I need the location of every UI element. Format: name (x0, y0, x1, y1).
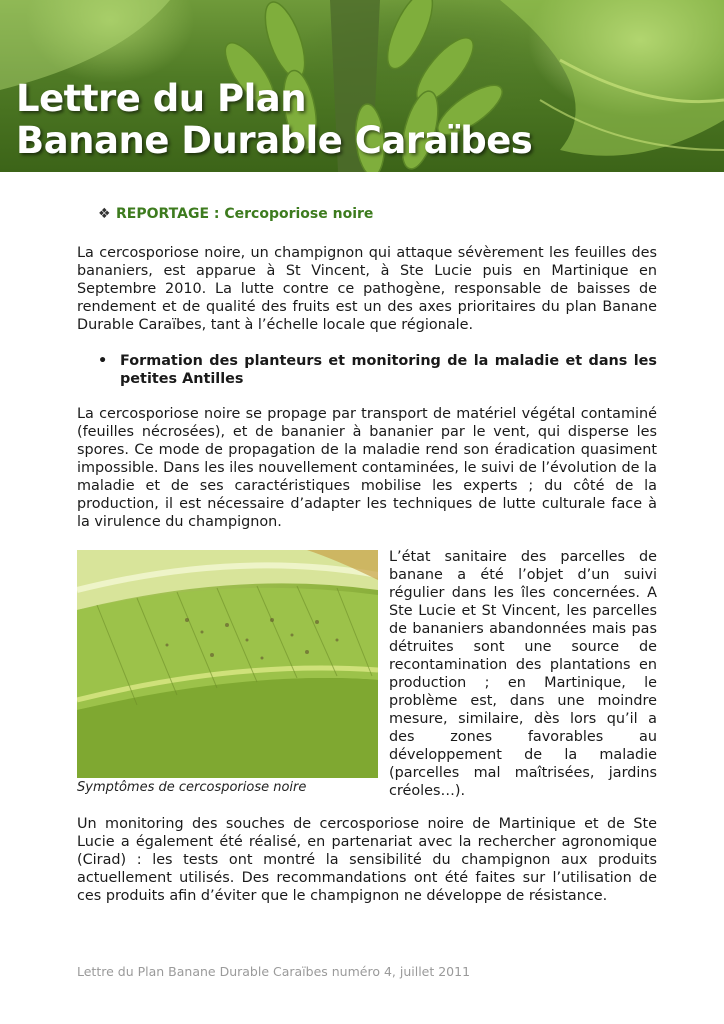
subheading (98, 352, 657, 388)
newsletter-title-line-2: Banane Durable Caraïbes (16, 119, 533, 162)
leaf-disease-photo (77, 550, 378, 778)
photo-caption: Symptômes de cercosporiose noire (77, 780, 307, 795)
section-heading (98, 206, 373, 222)
newsletter-title (16, 78, 532, 162)
page-footer: Lettre du Plan Banane Durable Caraïbes numéro 4, juillet 2011 (77, 964, 471, 979)
side-paragraph: L’état sanitaire des parcelles de banane a été l’objet d’un suivi régulier dans les îles concernées. A Ste Lucie et St Vincent, les parcelles de bananiers abandonnées mais pas détruites sont une source de recontamination des plantations en production ; en Martinique, le problème est, dans une moindre mesure, similaire, dès lors qu’il a des zones favorables au développement de la maladie (parcelles mal maîtrisées, jardins créoles…). (389, 549, 657, 799)
round-bullet-icon: • (98, 353, 108, 369)
propagation-paragraph: La cercosporiose noire se propage par transport de matériel végétal contaminé (feuilles nécrosées), et de bananier à bananier par le vent, qui disperse les spores. Ce mode de propagation de la maladie rend son éradication quasiment impossible. Dans les iles nouvellement contaminées, le suivi de l’évolution de la maladie et de ses caractéristiques mobilise les experts ; du côté de la production, il est nécessaire d’adapter les techniques de lutte culturale face à la virulence du champignon. (77, 406, 657, 530)
header-banner (0, 0, 724, 172)
monitoring-paragraph: Un monitoring des souches de cercosporiose noire de Martinique et de Ste Lucie a également été réalisé, en partenariat avec la rechercher agronomique (Cirad) : les tests ont montré la sensibilité du champignon aux produits actuellement utilisés. Des recommandations ont été faites sur l’utilisation de ces produits afin d’éviter que le champignon ne développe de résistance. (77, 816, 657, 904)
section-heading-text: REPORTAGE : Cercoporiose noire (116, 206, 374, 222)
diamond-bullet-icon: ❖ (98, 206, 111, 222)
banana-leaf-image (77, 550, 378, 778)
intro-paragraph: La cercosporiose noire, un champignon qui attaque sévèrement les feuilles des bananiers, est apparue à St Vincent, à Ste Lucie puis en Martinique en Septembre 2010. La lutte contre ce pathogène, responsable de baisses de rendement et de qualité des fruits est un des axes prioritaires du plan Banane Durable Caraïbes, tant à l’échelle locale que régionale. (77, 245, 657, 333)
newsletter-title-line-1: Lettre du Plan (16, 77, 307, 120)
subheading-text: Formation des planteurs et monitoring de la maladie et dans les petites Antilles (120, 353, 657, 387)
